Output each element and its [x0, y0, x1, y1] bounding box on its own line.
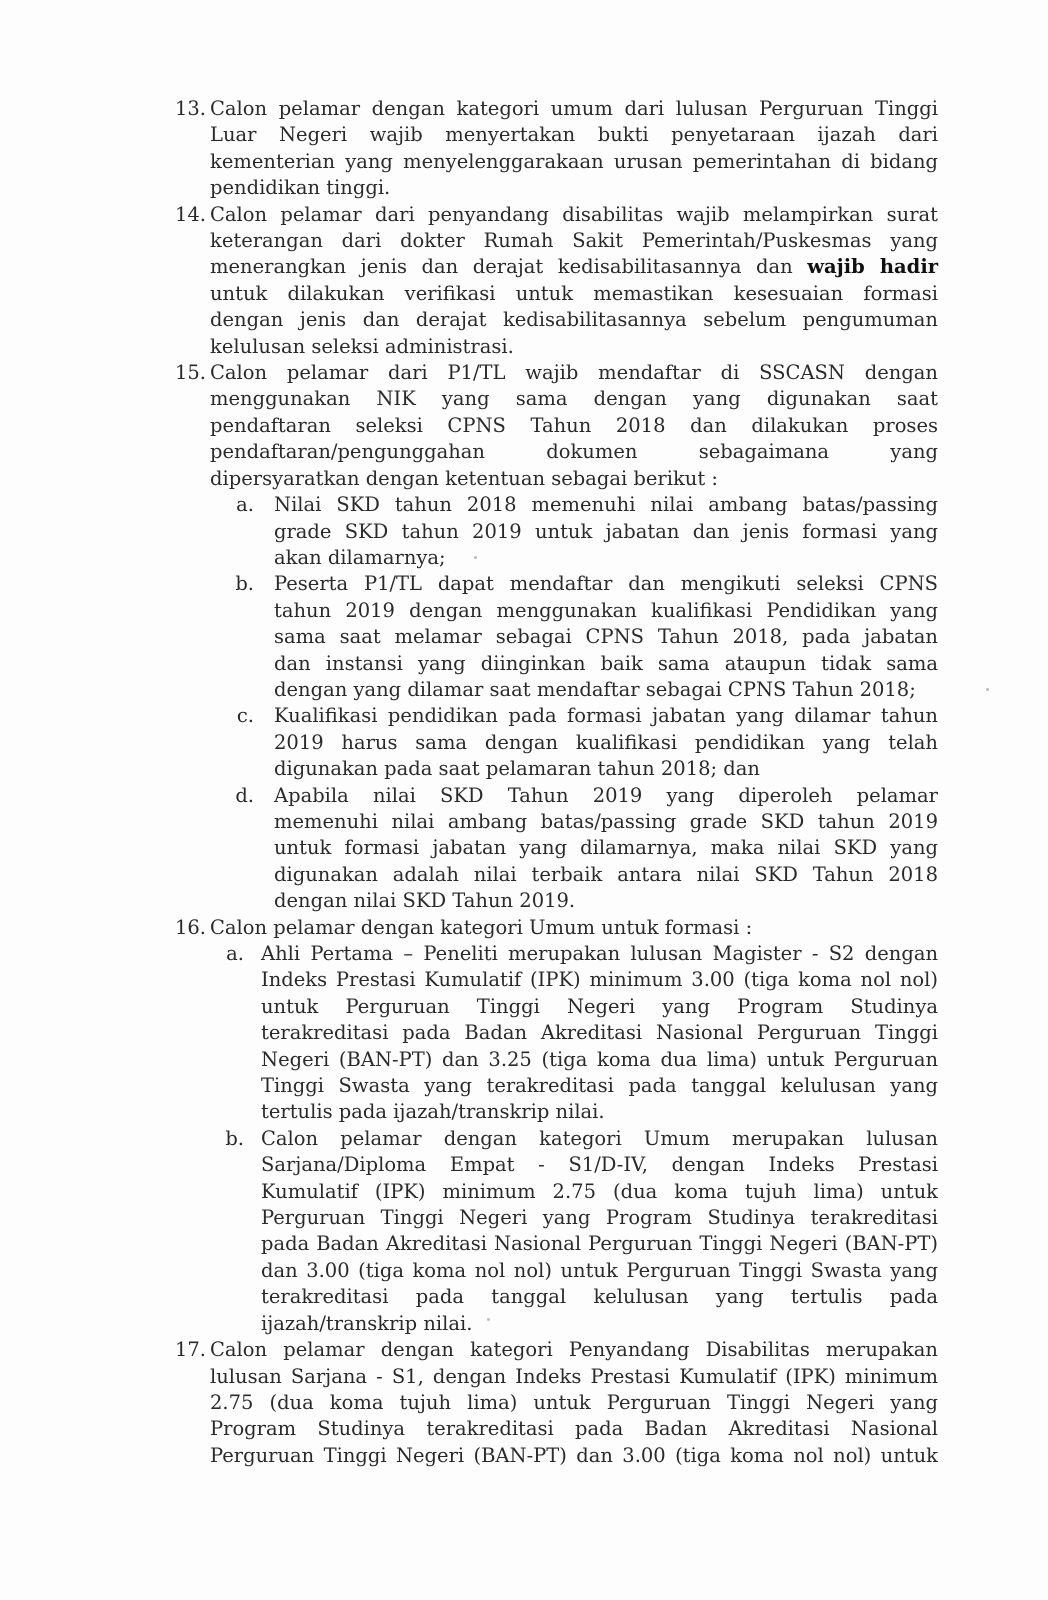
- text-line: kementerian yang menyelenggarakaan urusan pemerintahan di bidang: [210, 149, 938, 173]
- sub-item-15b: [168, 571, 938, 703]
- text-line: Indeks Prestasi Kumulatif (IPK) minimum 3.00 (tiga koma nol nol): [261, 968, 938, 992]
- text-line: kelulusan seleksi administrasi.: [210, 334, 514, 358]
- text-line: untuk Perguruan Tinggi Negeri yang Program Studinya: [261, 994, 938, 1018]
- sub-item-letter: d.: [235, 783, 254, 807]
- text-line: pendaftaran/pengunggahan dokumen sebagaimana yang: [210, 440, 938, 464]
- text-line: grade SKD tahun 2019 untuk jabatan dan jenis formasi yang: [274, 519, 938, 543]
- text-line: Luar Negeri wajib menyertakan bukti penyetaraan ijazah dari: [210, 123, 938, 147]
- sub-item-15c: [168, 703, 938, 782]
- text-line: Apabila nilai SKD Tahun 2019 yang diperoleh pelamar: [274, 783, 938, 807]
- text-line: Sarjana/Diploma Empat - S1/D-IV, dengan Indeks Prestasi: [261, 1153, 938, 1177]
- text-line: dipersyaratkan dengan ketentuan sebagai berikut :: [210, 466, 718, 490]
- text-line: Nilai SKD tahun 2018 memenuhi nilai ambang batas/passing: [274, 493, 938, 517]
- item-number: 16.: [174, 915, 206, 939]
- scan-speck: [487, 1318, 490, 1321]
- text-line: dengan jenis dan derajat kedisabilitasannya sebelum pengumuman: [210, 308, 938, 332]
- list-item-14: [168, 202, 938, 360]
- sub-item-letter: b.: [235, 572, 254, 596]
- text-line: Tinggi Swasta yang terakreditasi pada tanggal kelulusan yang: [261, 1074, 938, 1098]
- text-line: 2.75 (dua koma tujuh lima) untuk Perguruan Tinggi Negeri yang: [210, 1390, 938, 1414]
- list-item-17: [168, 1337, 938, 1469]
- text-line: menggunakan NIK yang sama dengan yang digunakan saat: [210, 387, 938, 411]
- list-item-16: [168, 915, 938, 941]
- text-line: Calon pelamar dengan kategori umum dari lulusan Perguruan Tinggi: [210, 97, 938, 120]
- text-segment: menerangkan jenis dan derajat kedisabilitasannya dan: [210, 255, 793, 279]
- text-line: 2019 harus sama dengan kualifikasi pendidikan yang telah: [274, 730, 938, 754]
- text-line: Perguruan Tinggi Negeri yang Program Studinya terakreditasi: [261, 1206, 938, 1230]
- text-line: Calon pelamar dengan kategori Umum untuk formasi :: [210, 915, 753, 939]
- sub-item-letter: a.: [226, 942, 244, 965]
- item-number: 13.: [174, 97, 206, 120]
- text-line: Peserta P1/TL dapat mendaftar dan mengikuti seleksi CPNS: [274, 572, 938, 596]
- item-number: 17.: [174, 1338, 206, 1362]
- sub-item-16a: [168, 941, 938, 1126]
- text-line-with-bold: [210, 254, 938, 280]
- text-line: ijazah/transkrip nilai.: [261, 1311, 473, 1335]
- text-line: digunakan adalah nilai terbaik antara nilai SKD Tahun 2018: [274, 862, 938, 886]
- sub-item-letter: a.: [236, 493, 254, 517]
- text-line: dan 3.00 (tiga koma nol nol) untuk Perguruan Tinggi Swasta yang: [261, 1258, 938, 1282]
- text-line: pendaftaran seleksi CPNS Tahun 2018 dan dilakukan proses: [210, 413, 938, 437]
- text-line: dengan yang dilamar saat mendaftar sebagai CPNS Tahun 2018;: [274, 677, 916, 701]
- text-line: memenuhi nilai ambang batas/passing grade SKD tahun 2019: [274, 809, 938, 833]
- bold-text: wajib hadir: [807, 255, 938, 279]
- text-line: lulusan Sarjana - S1, dengan Indeks Prestasi Kumulatif (IPK) minimum: [210, 1364, 938, 1388]
- text-line: Calon pelamar dengan kategori Penyandang Disabilitas merupakan: [210, 1338, 938, 1362]
- text-line: pendidikan tinggi.: [210, 176, 391, 200]
- text-line: digunakan pada saat pelamaran tahun 2018; dan: [274, 757, 760, 781]
- list-item-15: [168, 360, 938, 492]
- text-line: Program Studinya terakreditasi pada Badan Akreditasi Nasional: [210, 1417, 938, 1441]
- text-line: Kumulatif (IPK) minimum 2.75 (dua koma tujuh lima) untuk: [261, 1179, 938, 1203]
- text-line: terakreditasi pada tanggal kelulusan yang tertulis pada: [261, 1285, 938, 1309]
- text-line: Ahli Pertama – Peneliti merupakan lulusan Magister - S2 dengan: [261, 942, 938, 965]
- text-line: untuk dilakukan verifikasi untuk memastikan kesesuaian formasi: [210, 281, 938, 305]
- sub-item-letter: c.: [236, 704, 254, 728]
- text-line: terakreditasi pada Badan Akreditasi Nasional Perguruan Tinggi: [261, 1021, 938, 1045]
- sub-item-15a: [168, 492, 938, 571]
- document-body: [168, 96, 938, 1469]
- sub-item-16b: [168, 1126, 938, 1337]
- item-number: 15.: [174, 361, 206, 385]
- item-number: 14.: [174, 202, 206, 226]
- sub-item-15d: [168, 783, 938, 915]
- text-line: tahun 2019 dengan menggunakan kualifikasi Pendidikan yang: [274, 598, 938, 622]
- text-line: keterangan dari dokter Rumah Sakit Pemerintah/Puskesmas yang: [210, 229, 938, 253]
- text-line: sama saat melamar sebagai CPNS Tahun 2018, pada jabatan: [274, 625, 938, 649]
- text-line: Calon pelamar dari P1/TL wajib mendaftar di SSCASN dengan: [210, 361, 938, 385]
- text-line: dengan nilai SKD Tahun 2019.: [274, 889, 576, 913]
- text-line: Negeri (BAN-PT) dan 3.25 (tiga koma dua lima) untuk Perguruan: [261, 1047, 938, 1071]
- text-line: pada Badan Akreditasi Nasional Perguruan Tinggi Negeri (BAN-PT): [261, 1232, 938, 1256]
- list-item-13: [168, 96, 938, 202]
- scan-speck: [474, 556, 477, 559]
- text-line: Calon pelamar dari penyandang disabilitas wajib melampirkan surat: [210, 202, 938, 226]
- text-line: tertulis pada ijazah/transkrip nilai.: [261, 1100, 605, 1124]
- text-line: dan instansi yang diinginkan baik sama ataupun tidak sama: [274, 651, 938, 675]
- text-line: Perguruan Tinggi Negeri (BAN-PT) dan 3.00 (tiga koma nol nol) untuk: [210, 1443, 938, 1467]
- text-line: Calon pelamar dengan kategori Umum merupakan lulusan: [261, 1126, 938, 1150]
- text-line: Kualifikasi pendidikan pada formasi jabatan yang dilamar tahun: [274, 704, 938, 728]
- scan-speck: [986, 688, 989, 691]
- sub-item-letter: b.: [225, 1126, 244, 1150]
- text-line: untuk formasi jabatan yang dilamarnya, maka nilai SKD yang: [274, 836, 938, 860]
- text-line: akan dilamarnya;: [274, 545, 446, 569]
